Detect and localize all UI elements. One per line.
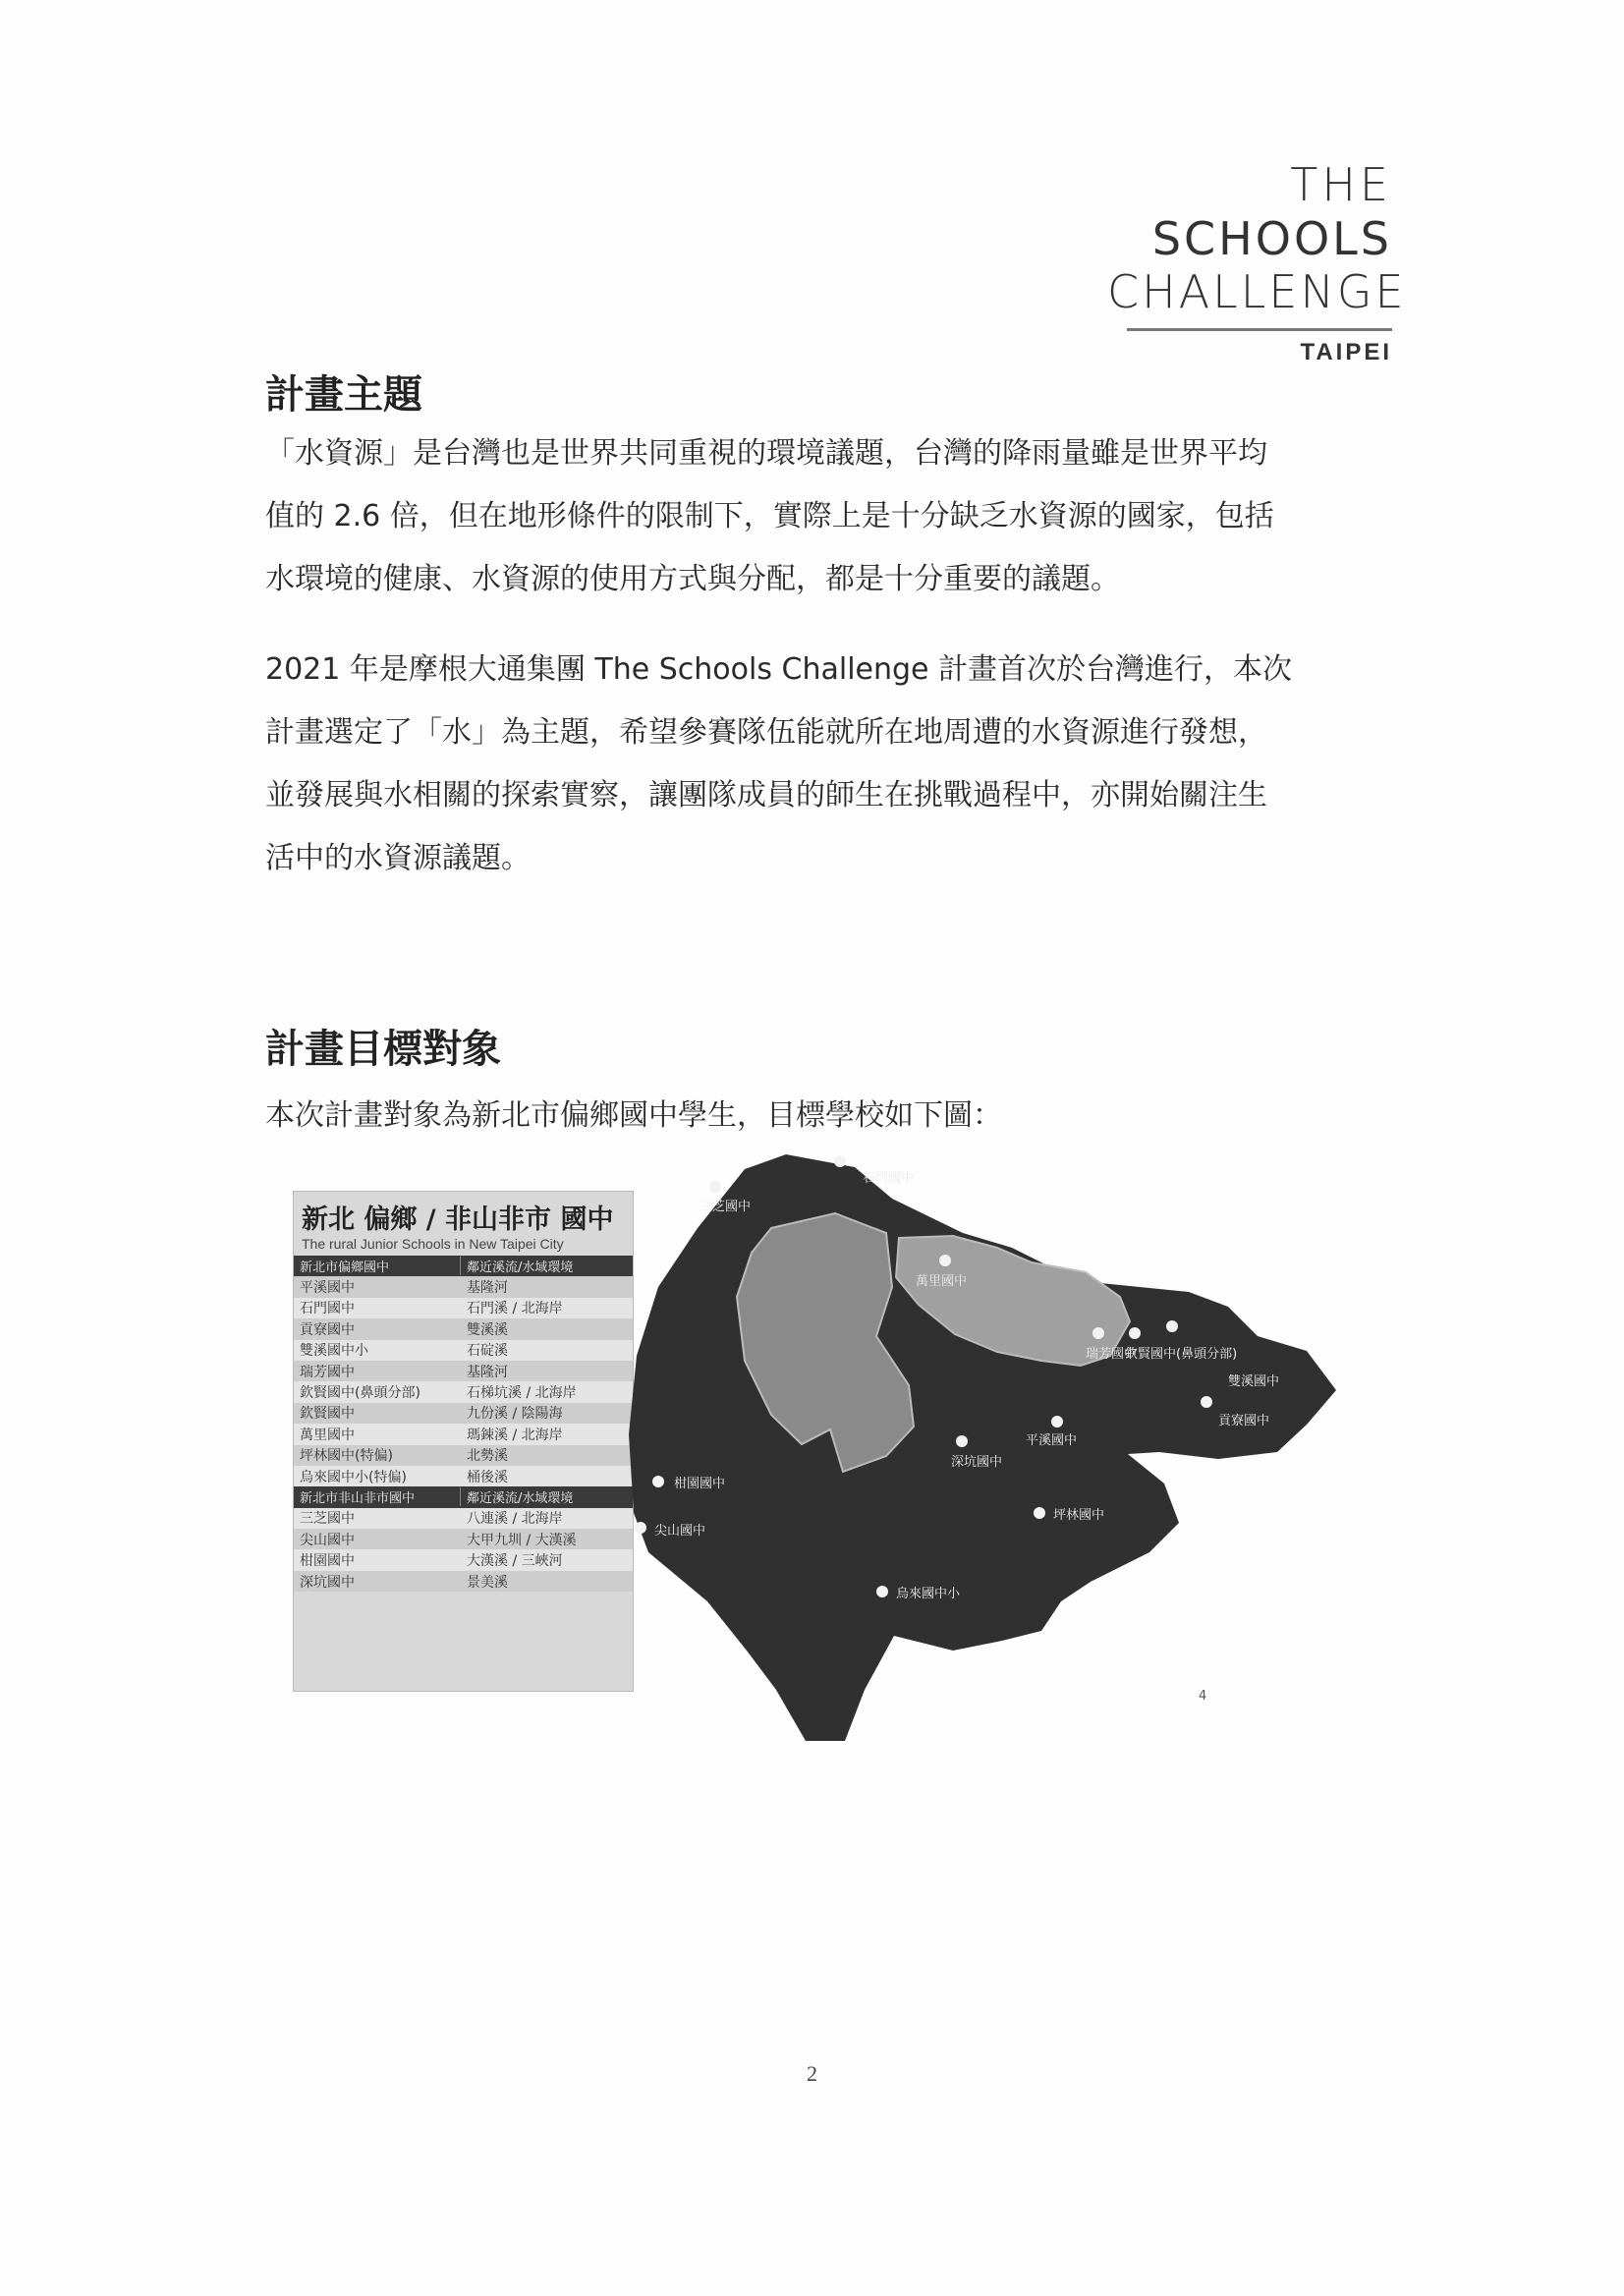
table-cell: 平溪國中 [300, 1280, 355, 1297]
table-cell: 大甲九圳 / 大漢溪 [467, 1532, 577, 1548]
table-row [294, 1381, 633, 1402]
paragraph-line: 並發展與水相關的探索實察，讓團隊成員的師生在挑戰過程中，亦開始關注生 [265, 778, 1267, 812]
school-marker [1034, 1507, 1045, 1519]
map-label-ganyuan: 柑園國中 [674, 1477, 726, 1491]
table-cell: 三芝國中 [300, 1511, 355, 1528]
table-cell: 貢寮國中 [300, 1321, 355, 1338]
table-cell: 萬里國中 [300, 1427, 355, 1443]
school-marker [652, 1476, 664, 1487]
table-cell: 尖山國中 [300, 1532, 355, 1548]
table-cell: 石碇溪 [467, 1343, 508, 1360]
table-header-cell: 鄰近溪流/水域環境 [467, 1491, 574, 1507]
school-marker [956, 1435, 968, 1447]
table-row [294, 1318, 633, 1339]
table-title: 新北 偏鄉 / 非山非市 國中 [302, 1204, 614, 1235]
new-taipei-map [629, 1140, 1356, 1749]
map-label-sanzhi: 三芝國中 [700, 1200, 752, 1214]
table-cell: 基隆河 [467, 1364, 508, 1380]
table-header-cell: 新北市偏鄉國中 [294, 1257, 461, 1275]
table-row [294, 1571, 633, 1592]
table-header-cell: 鄰近溪流/水域環境 [467, 1260, 574, 1276]
table-row [294, 1340, 633, 1361]
school-marker [1129, 1327, 1141, 1339]
target-intro: 本次計畫對象為新北市偏鄉國中學生，目標學校如下圖： [265, 1098, 1002, 1133]
table-row [294, 1361, 633, 1381]
table-row [294, 1508, 633, 1529]
school-marker [939, 1255, 951, 1266]
table-cell: 大漢溪 / 三峽河 [467, 1553, 563, 1570]
theme-paragraph-1 [265, 422, 1356, 611]
school-marker [709, 1181, 721, 1193]
table-cell: 八連溪 / 北海岸 [467, 1511, 563, 1528]
theme-paragraph-2 [265, 639, 1356, 890]
map-label-gongliao: 貢寮國中 [1218, 1414, 1270, 1428]
page-number: 2 [807, 2061, 817, 2086]
new-taipei-outline [629, 1154, 1336, 1741]
table-cell: 雙溪溪 [467, 1321, 508, 1338]
map-label-qinxian: 欽賢國中(鼻頭分部) [1125, 1347, 1238, 1362]
map-label-pinglin: 坪林國中 [1053, 1508, 1105, 1523]
table-header-cell: 新北市非山非市國中 [294, 1487, 461, 1506]
table-cell: 石門溪 / 北海岸 [467, 1301, 563, 1317]
schools-table [293, 1191, 634, 1692]
table-cell: 九份溪 / 陰陽海 [467, 1406, 563, 1423]
table-cell: 石梯坑溪 / 北海岸 [467, 1385, 577, 1402]
table-cell: 基隆河 [467, 1280, 508, 1297]
table-cell: 桶後溪 [467, 1469, 508, 1485]
logo-line-schools: SCHOOLS [1151, 212, 1392, 265]
map-label-shimen: 石門國中 [863, 1171, 915, 1186]
map-label-pingxi: 平溪國中 [1026, 1433, 1078, 1448]
table-cell: 石門國中 [300, 1301, 355, 1317]
paragraph-line: 值的 2.6 倍，但在地形條件的限制下，實際上是十分缺乏水資源的國家，包括 [265, 499, 1274, 533]
map-label-shenkeng: 深坑國中 [951, 1455, 1003, 1470]
table-cell: 坪林國中(特偏) [300, 1448, 393, 1465]
table-header [294, 1256, 633, 1276]
school-marker [1166, 1320, 1178, 1332]
logo-line-the: THE [1290, 158, 1392, 211]
map-label-shuangxi: 雙溪國中 [1228, 1374, 1280, 1389]
table-cell: 瑪鋉溪 / 北海岸 [467, 1427, 563, 1443]
logo-divider [1127, 328, 1392, 331]
map-sheet-number: 4 [1199, 1689, 1207, 1704]
table-cell: 雙溪國中小 [300, 1343, 368, 1360]
map-label-jianshan: 尖山國中 [654, 1524, 706, 1539]
paragraph-line: 「水資源」是台灣也是世界共同重視的環境議題，台灣的降雨量雖是世界平均 [265, 436, 1267, 471]
table-row [294, 1466, 633, 1486]
table-row [294, 1403, 633, 1424]
section-heading-theme: 計畫主題 [265, 372, 422, 418]
table-row [294, 1549, 633, 1570]
school-marker [834, 1155, 846, 1167]
map-label-ruifang: 瑞芳國中 [1086, 1347, 1138, 1362]
paragraph-line: 水環境的健康、水資源的使用方式與分配，都是十分重要的議題。 [265, 562, 1120, 596]
paragraph-line: 計畫選定了「水」為主題，希望參賽隊伍能就所在地周遭的水資源進行發想， [265, 715, 1267, 750]
table-cell: 瑞芳國中 [300, 1364, 355, 1380]
challenge-logo [1107, 157, 1407, 366]
logo-line-taipei: TAIPEI [1300, 339, 1392, 365]
table-row [294, 1276, 633, 1297]
table-cell: 景美溪 [467, 1574, 508, 1591]
school-marker [1051, 1416, 1063, 1428]
table-subtitle: The rural Junior Schools in New Taipei City [302, 1236, 564, 1252]
table-header [294, 1486, 633, 1507]
school-marker [1092, 1327, 1104, 1339]
table-row [294, 1445, 633, 1466]
map-label-wanli: 萬里國中 [916, 1274, 968, 1289]
logo-line-challenge: CHALLENGE [1107, 265, 1407, 318]
table-cell: 深坑國中 [300, 1574, 355, 1591]
school-marker [1201, 1396, 1212, 1408]
table-cell: 欽賢國中(鼻頭分部) [300, 1385, 420, 1402]
section-heading-target: 計畫目標對象 [265, 1027, 501, 1072]
paragraph-line: 2021 年是摩根大通集團 The Schools Challenge 計畫首次於台灣進行，本次 [265, 652, 1293, 687]
table-cell: 烏來國中小(特偏) [300, 1469, 407, 1485]
map-label-wulai: 烏來國中小 [896, 1587, 961, 1601]
table-row [294, 1424, 633, 1444]
table-cell: 北勢溪 [467, 1448, 508, 1465]
school-marker [635, 1522, 646, 1534]
table-cell: 欽賢國中 [300, 1406, 355, 1423]
table-row [294, 1529, 633, 1549]
table-row [294, 1298, 633, 1318]
paragraph-line: 活中的水資源議題。 [265, 841, 531, 875]
school-marker [876, 1586, 888, 1597]
table-cell: 柑園國中 [300, 1553, 355, 1570]
